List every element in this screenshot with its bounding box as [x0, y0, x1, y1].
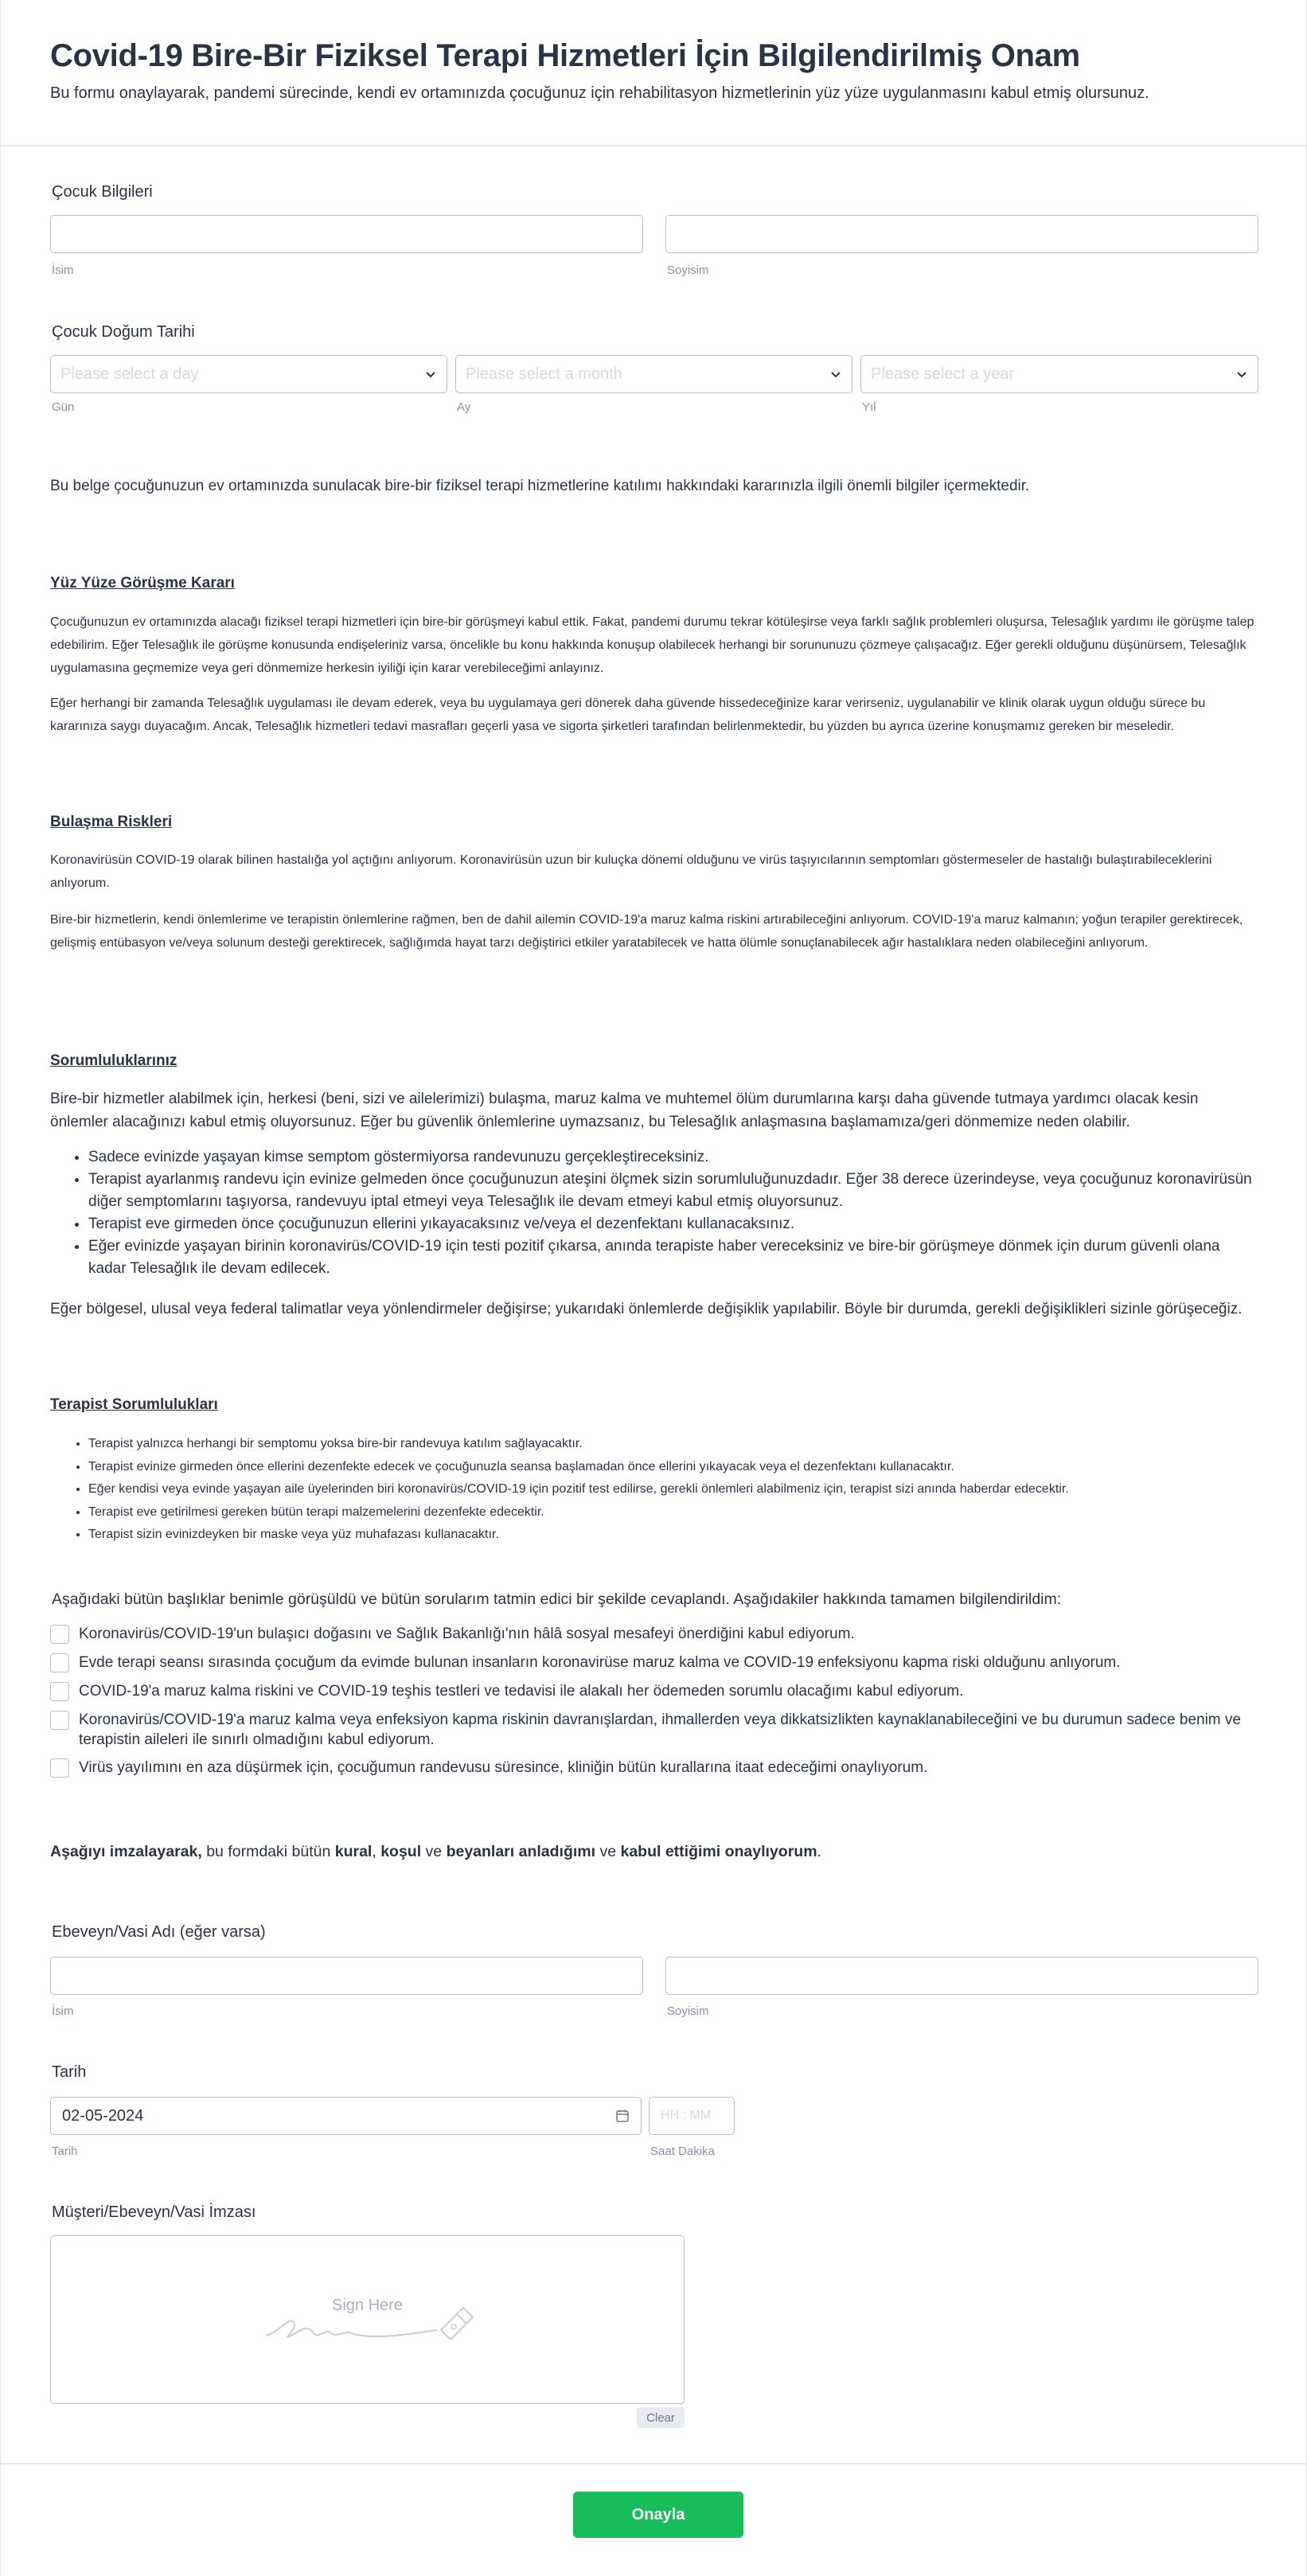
agreement-text: [50, 1840, 1258, 1864]
checklist-row-4[interactable]: [50, 1710, 1260, 1750]
checklist-row-3[interactable]: [50, 1681, 1260, 1701]
checkbox[interactable]: [50, 1653, 69, 1672]
birth-month-select[interactable]: [455, 355, 852, 393]
child-last-name-input[interactable]: [665, 215, 1258, 253]
birth-month-sublabel: Ay: [457, 400, 471, 414]
signature-placeholder: Sign Here: [332, 2297, 403, 2314]
intro-text: Bu belge çocuğunuzun ev ortamınızda sunulacak bire-bir fiziksel terapi hizmetlerine katılımı hakkındaki kararınızla ilgili önemli bilgiler içermektedir.: [50, 478, 1030, 494]
chevron-down-icon: [829, 368, 842, 381]
birth-year-sublabel: Yıl: [862, 400, 876, 414]
list-item: • Terapist yalnızca herhangi bir semptomu yoksa bire-bir randevuya katılım sağlayacaktır.: [88, 1433, 1260, 1456]
form-header: [0, 0, 1307, 146]
list-item: • Eğer kendisi veya evinde yaşayan aile üyelerinden biri koronavirüs/COVID-19 için pozitif test edilirse, gerekli önlemleri alabilmeniz için, terapist sizi anında haberdar edecektir.: [88, 1478, 1260, 1501]
guardian-last-name-sublabel: Soyisim: [667, 2004, 709, 2018]
list-item: • Eğer evinizde yaşayan birinin koronavirüs/COVID-19 için testi pozitif çıkarsa, anında terapiste haber vereceksiniz ve bire-bir görüşmeye dönmek için durum güvenli olana kadar Telesağlık ile devam edilecek.: [88, 1235, 1260, 1280]
birth-month-placeholder: Please select a month: [466, 365, 622, 383]
checkbox-label: Evde terapi seansı sırasında çocuğum da evimde bulunan insanların koronavirüse maruz kalma ve COVID-19 enfeksiyonu kapma riski olduğunu anlıyorum.: [79, 1654, 1121, 1671]
checkbox[interactable]: [50, 1682, 69, 1701]
guardian-label: Ebeveyn/Vasi Adı (eğer varsa): [52, 1923, 266, 1941]
checkbox-label: Koronavirüs/COVID-19'a maruz kalma veya enfeksiyon kapma riskinin davranışlardan, ihmallerden veya dikkatsizlikten kaynaklanabileceğini ve bu durumun sadece benim ve terapistin aileleri ile sınırlı olmadığını kabul ediyorum.: [79, 1711, 1241, 1748]
date-value: 02-05-2024: [62, 2106, 144, 2125]
agreement-part: ve: [421, 1843, 447, 1860]
section2-paragraph-1: Koronavirüsün COVID-19 olarak bilinen hastalığa yol açtığını anlıyorum. Koronavirüsün uzun bir kuluçka dönemi olduğunu ve virüs taşıyıcılarının semptomları göstermeseler de hastalığı bulaştırabileceklerini anlıyorum.: [50, 853, 1212, 890]
list-item: • Terapist sizin evinizdeyken bir maske veya yüz muhafazası kullanacaktır.: [88, 1524, 1260, 1547]
signature-pad[interactable]: [50, 2235, 685, 2404]
checklist-heading: Aşağıdaki bütün başlıklar benimle görüşüldü ve bütün sorularım tatmin edici bir şekilde cevaplandı. Aşağıdakiler hakkında tamamen bilgilendirildim:: [52, 1590, 1062, 1608]
child-info-label: Çocuk Bilgileri: [52, 183, 153, 201]
checkbox-label: Virüs yayılımını en aza düşürmek için, çocuğumun randevusu süresince, kliniğin bütün kurallarına itaat edeceğimi onaylıyorum.: [79, 1759, 928, 1776]
section1-paragraph-2: Eğer herhangi bir zamanda Telesağlık uygulaması ile devam ederek, veya bu uygulamaya geri dönerek daha güvende hissedeceğinize karar verirseniz, uygulanabilir ve klinik olarak uygun olduğu sürece bu kararınıza saygı duyacağım. Ancak, Telesağlık hizmetleri tedavi masrafları geçerli yasa ve sigorta şirketleri tarafından belirlenmektedir, bu yüzden bu ayrıca üzerine konuşmamız gereken bir meseledir.: [50, 697, 1206, 733]
birth-year-placeholder: Please select a year: [871, 365, 1015, 383]
checkbox-label: Koronavirüs/COVID-19'un bulaşıcı doğasını ve Sağlık Bakanlığı'nın hâlâ sosyal mesafeyi önerdiğini kabul ediyorum.: [79, 1626, 855, 1642]
child-last-name-sublabel: Soyisim: [667, 263, 709, 277]
checklist-row-5[interactable]: [50, 1758, 1260, 1778]
submit-button[interactable]: Onayla: [573, 2492, 743, 2538]
checklist-row-1[interactable]: [50, 1624, 1260, 1644]
list-item: • Terapist eve getirilmesi gereken bütün terapi malzemelerini dezenfekte edecektir.: [88, 1501, 1260, 1524]
section3-outro: Eğer bölgesel, ulusal veya federal talimatlar veya yönlendirmeler değişirse; yukarıdaki önlemlerde değişiklik yapılabilir. Böyle bir durumda, gerekli değişiklikleri sizinle görüşeceğiz.: [50, 1301, 1243, 1317]
date-input[interactable]: [50, 2097, 642, 2135]
page-subtitle: Bu formu onaylayarak, pandemi sürecinde, kendi ev ortamınızda çocuğunuz için rehabilitasyon hizmetlerinin yüz yüze uygulanmasını kabul etmiş olursunuz.: [50, 84, 1149, 102]
page-border-left: [0, 0, 1, 2576]
checkbox[interactable]: [50, 1625, 69, 1644]
list-item: • Terapist evinize girmeden önce ellerini dezenfekte edecek ve çocuğunuzla seansa başlamadan önce ellerini yıkayacak veya el dezenfektanı kullanacaktır.: [88, 1456, 1260, 1479]
checkbox-label: COVID-19'a maruz kalma riskini ve COVID-19 teşhis testleri ve tedavisi ile alakalı her ödemeden sorumlu olacağımı kabul ediyorum.: [79, 1683, 964, 1700]
section-title-your-responsibilities: Sorumluluklarınız: [50, 1052, 178, 1069]
section3-intro: Bire-bir hizmetler alabilmek için, herkesi (beni, sizi ve ailelerimizi) bulaşma, maruz kalma ve muhtemel ölüm durumlarına karşı daha güvende tutmaya yardımcı olacak kesin önlemler alacağınızı kabul etmiş oluyorsunuz. Eğer bu güvenlik önlemlerine uymazsanız, bu Telesağlık anlaşmasına başlamamıza/geri dönmemize neden olabilir.: [50, 1091, 1199, 1130]
chevron-down-icon: [1235, 368, 1248, 381]
agreement-bold: Aşağıyı imzalayarak,: [50, 1843, 202, 1860]
child-first-name-input[interactable]: [50, 215, 643, 253]
calendar-icon[interactable]: [615, 2109, 630, 2123]
footer-divider: [0, 2463, 1307, 2465]
birth-day-select[interactable]: [50, 355, 447, 393]
chevron-down-icon: [424, 368, 437, 381]
agreement-bold: beyanları anladığımı: [446, 1843, 596, 1860]
guardian-first-name-input[interactable]: [50, 1957, 643, 1995]
signature-clear-button[interactable]: Clear: [637, 2407, 685, 2428]
time-input[interactable]: HH : MM: [649, 2097, 735, 2135]
page-title: Covid-19 Bire-Bir Fiziksel Terapi Hizmetleri İçin Bilgilendirilmiş Onam: [50, 38, 1080, 73]
list-item: • Sadece evinizde yaşayan kimse semptom göstermiyorsa randevunuzu gerçekleştireceksiniz.: [88, 1146, 1260, 1169]
birth-day-placeholder: Please select a day: [60, 365, 199, 383]
agreement-bold: kural: [334, 1843, 373, 1860]
section4-list: [50, 1433, 1260, 1547]
checkbox[interactable]: [50, 1711, 69, 1730]
section2-paragraph-2: Bire-bir hizmetlerin, kendi önlemlerime ve terapistin önlemlerine rağmen, ben de dahil ailemin COVID-19'a maruz kalma riskini artırabileceğini anlıyorum. COVID-19'a maruz kalmanın; yoğun terapiler gerektirecek, gelişmiş entübasyon ve/veya solunum desteği gerektirecek, sağlığımda hayat tarzı değiştirici etkiler yaratabilecek ve hatta ölümle sonuçlanabilecek ağır hastalıklara neden olabileceğini anlıyorum.: [50, 913, 1243, 950]
list-item: • Terapist eve girmeden önce çocuğunuzun ellerini yıkayacaksınız ve/veya el dezenfektanı kullanacaksınız.: [88, 1213, 1260, 1235]
birth-year-select[interactable]: [860, 355, 1258, 393]
section-title-face-to-face: Yüz Yüze Görüşme Kararı: [50, 575, 235, 591]
checklist-row-2[interactable]: [50, 1653, 1260, 1672]
date-sublabel: Tarih: [52, 2145, 78, 2158]
time-sublabel: Saat Dakika: [650, 2145, 715, 2158]
date-label: Tarih: [52, 2063, 87, 2081]
guardian-last-name-input[interactable]: [665, 1957, 1258, 1995]
signature-label: Müşteri/Ebeveyn/Vasi İmzası: [52, 2203, 256, 2221]
checkbox[interactable]: [50, 1758, 69, 1778]
section-title-therapist-responsibilities: Terapist Sorumlulukları: [50, 1396, 218, 1413]
agreement-bold: koşul: [380, 1843, 422, 1860]
agreement-part: bu formdaki bütün: [201, 1843, 335, 1860]
agreement-part: .: [817, 1843, 821, 1860]
agreement-bold: kabul ettiğimi onaylıyorum: [620, 1843, 817, 1860]
guardian-first-name-sublabel: İsim: [52, 2004, 74, 2018]
agreement-part: ,: [372, 1843, 381, 1860]
agreement-part: ve: [595, 1843, 621, 1860]
birth-day-sublabel: Gün: [52, 400, 75, 414]
child-first-name-sublabel: İsim: [52, 263, 74, 277]
birth-date-label: Çocuk Doğum Tarihi: [52, 323, 195, 341]
section-title-transmission-risks: Bulaşma Riskleri: [50, 814, 173, 830]
section3-list: [50, 1146, 1260, 1280]
section1-paragraph-1: Çocuğunuzun ev ortamınızda alacağı fiziksel terapi hizmetleri için bire-bir görüşmeyi kabul ettik. Fakat, pandemi durumu tekrar kötüleşirse veya farklı sağlık problemleri oluşursa, Telesağlık yardımı ile görüşme talep edebilirim. Eğer Telesağlık ile görüşme konusunda endişeleriniz varsa, öncelikle bu konu hakkında konuşup olabilecek herhangi bir sorununuzu çözmeye çalışacağız. Eğer gerekli olduğunu düşünürsem, Telesağlık uygulamasına geçmemize veya geri dönmemize herkesin iyiliği için karar verebileceğimi anlayınız.: [50, 615, 1254, 675]
list-item: • Terapist ayarlanmış randevu için evinize gelmeden önce çocuğunuzun ateşini ölçmek sizin sorumluluğunuzdadır. Eğer 38 derece üzerindeyse, veya çocuğunuz koronavirüsün diğer semptomlarını taşıyorsa, randevuyu iptal etmeyi veya Telesağlık ile devam etmeyi kabul etmiş oluyorsunuz.: [88, 1169, 1260, 1213]
